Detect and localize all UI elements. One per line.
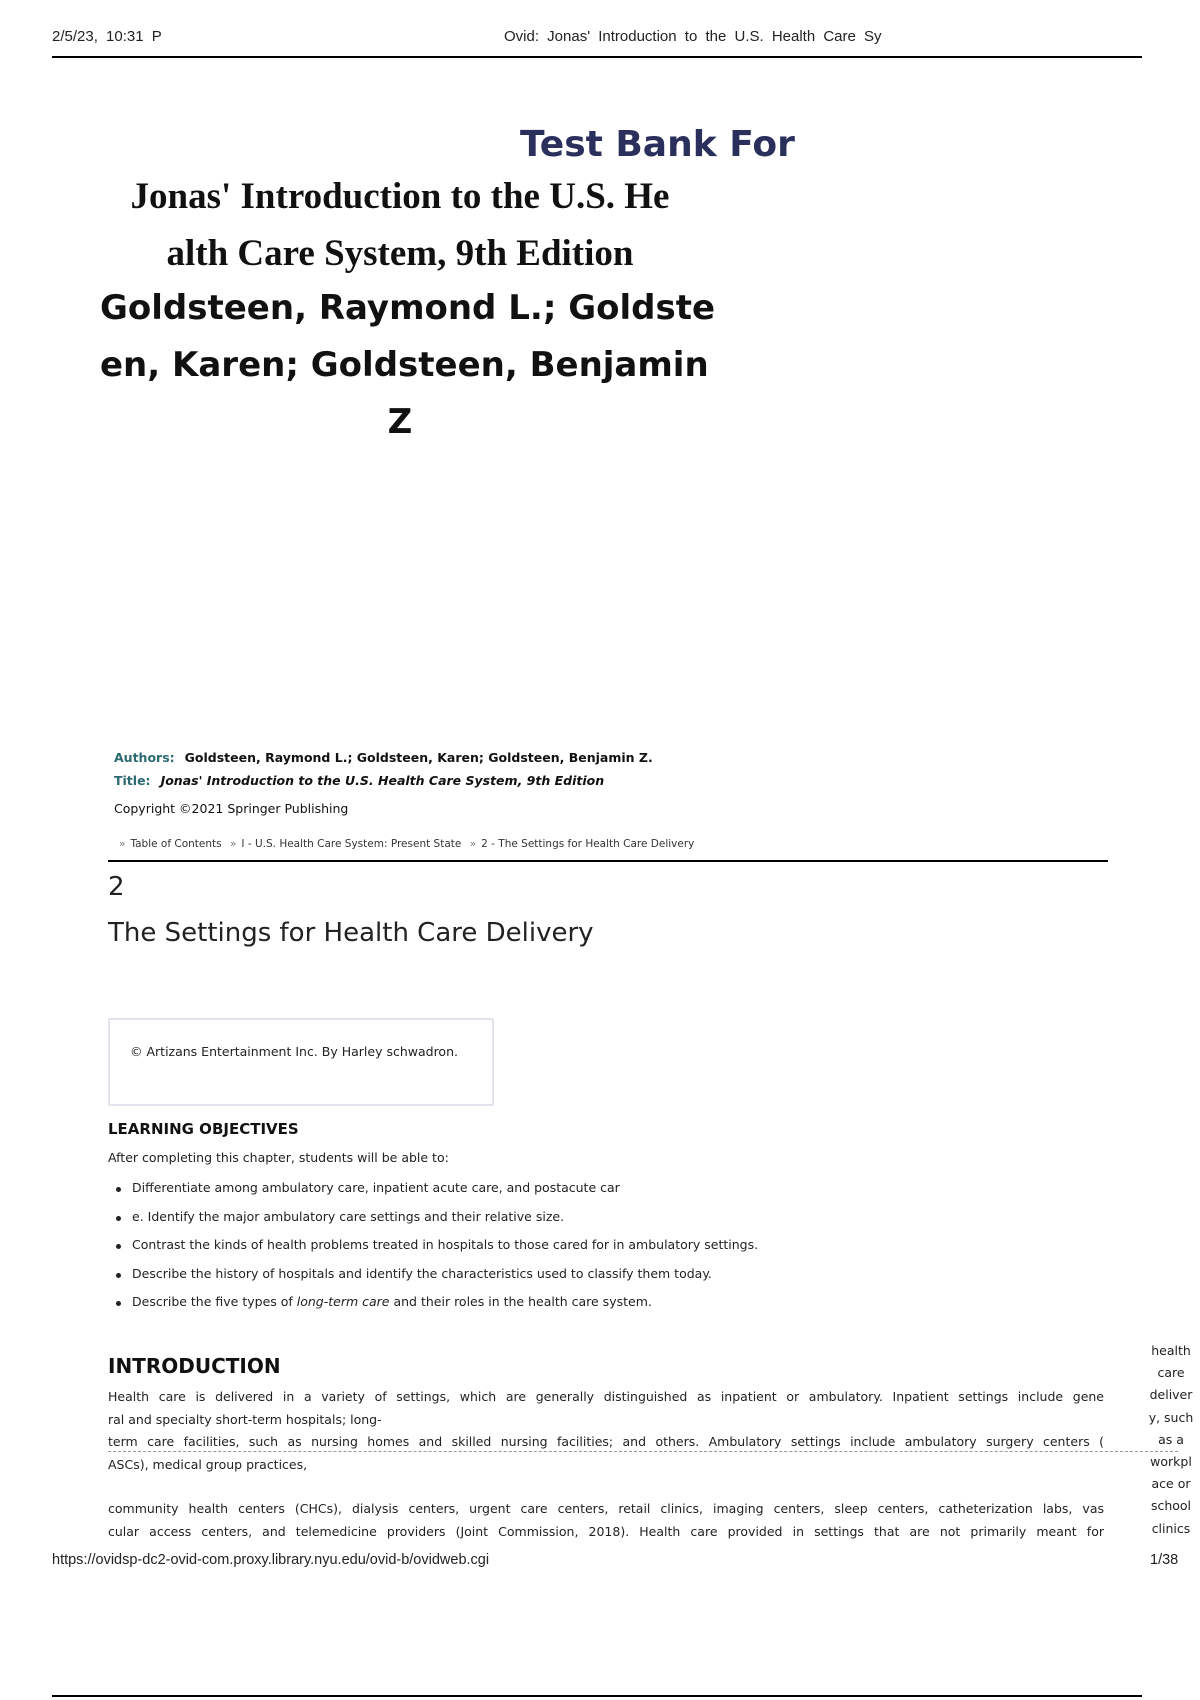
sidebar-word: school xyxy=(1150,1498,1192,1514)
book-authors xyxy=(100,280,716,451)
breadcrumb-separator: » xyxy=(469,838,477,850)
sidebar-word: care xyxy=(1157,1365,1185,1381)
breadcrumb xyxy=(114,838,694,850)
book-title-line: alth Care System, 9th Edition xyxy=(166,233,634,274)
list-item-emphasis: long-term care xyxy=(296,1294,390,1309)
learning-objectives-heading: LEARNING OBJECTIVES xyxy=(108,1120,299,1138)
sidebar-word: as a xyxy=(1158,1431,1184,1447)
list-item-text: Describe the five types of xyxy=(132,1294,297,1309)
breadcrumb-separator: » xyxy=(119,838,126,850)
authors-value: Goldsteen, Raymond L.; Goldsteen, Karen; Goldsteen, Benjamin Z. xyxy=(184,750,653,765)
list-item: Describe the history of hospitals and identify the characteristics used to classify them today. xyxy=(114,1266,758,1295)
list-item xyxy=(114,1294,758,1323)
introduction-paragraph-1 xyxy=(108,1386,1104,1476)
book-author-line: en, Karen; Goldsteen, Benjamin xyxy=(100,345,709,385)
paragraph-line: Health care is delivered in a variety of settings, which are generally distinguished as inpatient or ambulatory. Inpatient settings include gene xyxy=(108,1389,1104,1404)
dashed-divider xyxy=(108,1451,1178,1452)
book-author-line: Goldsteen, Raymond L.; Goldste xyxy=(100,288,716,328)
print-url[interactable]: https://ovidsp-dc2-ovid-com.proxy.library.nyu.edu/ovid-b/ovidweb.cgi xyxy=(52,1552,490,1568)
authors-row xyxy=(114,746,653,769)
paragraph-line: community health centers (CHCs), dialysis centers, urgent care centers, retail clinics, imaging centers, sleep centers, catheterization labs, vas xyxy=(108,1501,1104,1516)
list-item: Contrast the kinds of health problems treated in hospitals to those cared for in ambulatory settings. xyxy=(114,1237,758,1266)
print-datetime: 2/5/23, 10:31 P xyxy=(52,28,162,45)
learning-objectives-intro: After completing this chapter, students will be able to: xyxy=(108,1150,449,1165)
breadcrumb-rule xyxy=(108,860,1108,862)
print-header xyxy=(52,26,1142,56)
title-label: Title: xyxy=(114,773,151,788)
book-author-line: Z xyxy=(387,402,413,442)
sidebar-word: ace or xyxy=(1151,1476,1191,1492)
print-page-title: Ovid: Jonas' Introduction to the U.S. Health Care Sy xyxy=(504,28,882,45)
chapter-number: 2 xyxy=(108,872,125,902)
sidebar-word: health xyxy=(1151,1343,1191,1358)
book-title-line: Jonas' Introduction to the U.S. He xyxy=(130,176,670,217)
breadcrumb-item-chapter[interactable]: 2 - The Settings for Health Care Delivery xyxy=(481,838,695,850)
overflow-sidebar-text xyxy=(1140,1340,1200,1540)
introduction-heading: INTRODUCTION xyxy=(108,1354,281,1378)
bottom-rule xyxy=(52,1695,1142,1697)
test-bank-label: Test Bank For xyxy=(520,124,795,165)
print-page-number: 1/38 xyxy=(1150,1552,1179,1568)
title-row xyxy=(114,769,653,792)
paragraph-line: ASCs), medical group practices, xyxy=(108,1456,308,1472)
authors-label: Authors: xyxy=(114,750,175,765)
breadcrumb-item-toc[interactable]: Table of Contents xyxy=(130,838,222,850)
citation-meta xyxy=(114,746,653,820)
paragraph-line: ral and specialty short-term hospitals; long- xyxy=(108,1411,382,1427)
list-item-text: and their roles in the health care system. xyxy=(389,1294,652,1309)
paragraph-line: cular access centers, and telemedicine providers (Joint Commission, 2018). Health care provided in settings that are not primarily meant for xyxy=(108,1523,1104,1539)
sidebar-word: deliver xyxy=(1149,1387,1193,1403)
introduction-paragraph-2 xyxy=(108,1498,1104,1543)
chapter-figure xyxy=(108,1018,494,1106)
breadcrumb-separator: » xyxy=(229,838,237,850)
copyright: Copyright ©2021 Springer Publishing xyxy=(114,801,349,816)
learning-objectives-list xyxy=(114,1180,758,1323)
title-value: Jonas' Introduction to the U.S. Health Care System, 9th Edition xyxy=(160,773,605,788)
sidebar-word: workpl xyxy=(1150,1454,1192,1470)
sidebar-word: y, such xyxy=(1148,1409,1194,1425)
list-item: e. Identify the major ambulatory care settings and their relative size. xyxy=(114,1209,758,1238)
list-item: Differentiate among ambulatory care, inpatient acute care, and postacute car xyxy=(114,1180,758,1209)
sidebar-word: clinics xyxy=(1151,1520,1191,1536)
paragraph-line: term care facilities, such as nursing homes and skilled nursing facilities; and others. Ambulatory settings include ambulatory surgery centers ( xyxy=(108,1434,1104,1449)
book-title xyxy=(100,168,700,282)
chapter-title: The Settings for Health Care Delivery xyxy=(108,918,594,948)
figure-credit: © Artizans Entertainment Inc. By Harley schwadron. xyxy=(130,1044,458,1059)
header-rule xyxy=(52,56,1142,58)
breadcrumb-item-part[interactable]: I - U.S. Health Care System: Present State xyxy=(241,838,462,850)
